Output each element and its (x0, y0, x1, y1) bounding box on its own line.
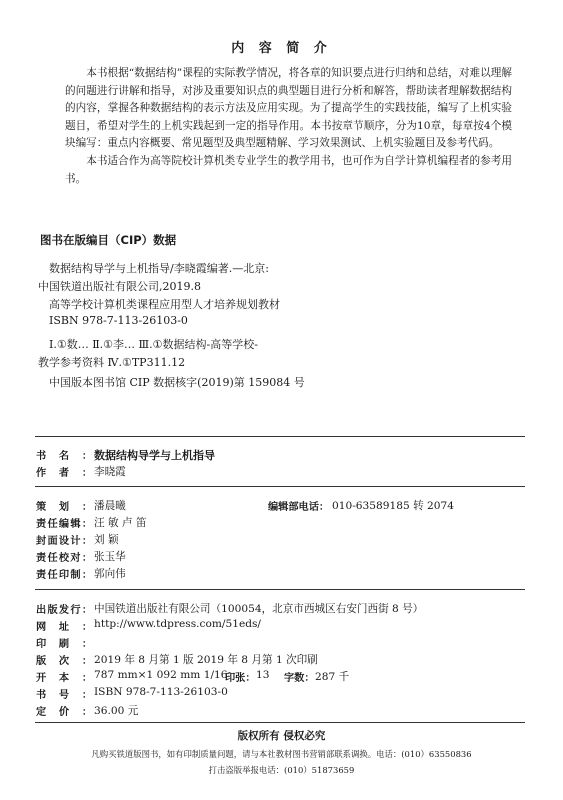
summary-paragraph-2: 本书适合作为高等院校计算机类专业学生的教学用书，也可作为自学计算机编程者的参考用书。 (65, 154, 512, 185)
planner-label: 策 划 ： (36, 502, 92, 513)
phone-value: 010-63589185 转 2074 (332, 500, 455, 512)
website-value: http://www.tdpress.com/51eds/ (94, 618, 261, 630)
author-label: 作 者 ： (36, 468, 92, 479)
cip-line: 高等学校计算机类课程应用型人才培养规划教材 (49, 298, 280, 311)
edition-value: 2019 年 8 月第 1 版 2019 年 8 月第 1 次印刷 (94, 654, 318, 666)
copyright-notice: 版权所有 侵权必究 (237, 730, 326, 742)
author-value: 李晓霞 (94, 466, 126, 478)
printer-label: 印 刷 ： (36, 639, 92, 650)
piracy-hotline: 打击盗版举报电话：(010）51873659 (208, 765, 355, 775)
divider (35, 722, 525, 723)
cover-design-value: 刘 颖 (94, 534, 119, 546)
website-label: 网 址 ： (36, 622, 92, 633)
editor-label: 责 任 编 辑 ： (36, 519, 92, 530)
cip-line: 数据结构导学与上机指导/李晓霞编著.—北京: (49, 262, 269, 275)
cip-line: 教学参考资料 Ⅳ.①TP311.12 (38, 356, 186, 369)
sheets-value: 13 (256, 669, 270, 681)
isbn-label: 书 号 ： (36, 690, 92, 701)
publisher-value: 中国铁道出版社有限公司（100054，北京市西城区右安门西街 8 号） (94, 603, 424, 615)
cip-heading: 图书在版编目（CIP）数据 (40, 233, 177, 247)
cip-line: Ⅰ.①数… Ⅱ.①李… Ⅲ.①数据结构-高等学校- (49, 338, 258, 351)
book-title-value: 数据结构导学与上机指导 (94, 449, 215, 462)
proofreader-value: 张玉华 (94, 551, 126, 563)
sheets-label: 印张： (225, 673, 256, 684)
price-value: 36.00 元 (94, 705, 139, 717)
words-value: 287 千 (315, 671, 350, 683)
format-label: 开 本 ： (36, 673, 92, 684)
cip-line: 中国铁道出版社有限公司,2019.8 (38, 280, 201, 293)
divider (35, 589, 525, 590)
edition-label: 版 次 ： (36, 656, 92, 667)
divider (35, 436, 525, 437)
words-label: 字数： (284, 673, 315, 684)
print-supervisor-label: 责 任 印 制 ： (36, 570, 92, 581)
divider (35, 486, 525, 487)
isbn-value: ISBN 978-7-113-26103-0 (94, 686, 228, 698)
print-supervisor-value: 郭向伟 (94, 568, 126, 580)
proofreader-label: 责 任 校 对 ： (36, 553, 92, 564)
cip-line: ISBN 978-7-113-26103-0 (49, 314, 188, 327)
summary-text (65, 65, 512, 188)
cip-line: 中国版本图书馆 CIP 数据核字(2019)第 159084 号 (49, 376, 305, 389)
quality-notice: 凡购买铁道版图书，如有印制质量问题，请与本社教材图书营销部联系调换。电话：(010）63550836 (91, 749, 472, 759)
phone-label: 编辑部电话： (268, 502, 330, 513)
planner-value: 潘晨曦 (94, 500, 126, 512)
summary-title: 内 容 简 介 (231, 41, 332, 56)
cover-design-label: 封 面 设 计 ： (36, 536, 92, 547)
book-title-label: 书 名 ： (36, 451, 92, 462)
price-label: 定 价 ： (36, 707, 92, 718)
editor-value: 汪 敏 卢 笛 (94, 517, 147, 529)
summary-paragraph-1: 本书根据“数据结构”课程的实际教学情况，将各章的知识要点进行归纳和总结，对难以理解的问题进行讲解和指导，对涉及重要知识点的典型题目进行分析和解答，帮助读者理解数据结构的内容，掌握各种数据结构的表示方法及应用实现。为了提高学生的实践技能，编写了上机实验题目，希望对学生的上机实践起到一定的指导作用。本书按章节顺序，分为10章，每章按4个模块编写：重点内容概要、常见题型及典型题精解、学习效果测试、上机实验题目及参考代码。 (65, 67, 512, 150)
publisher-label: 出 版 发 行 ： (36, 605, 92, 616)
format-value: 787 mm×1 092 mm 1/16 (94, 669, 228, 681)
